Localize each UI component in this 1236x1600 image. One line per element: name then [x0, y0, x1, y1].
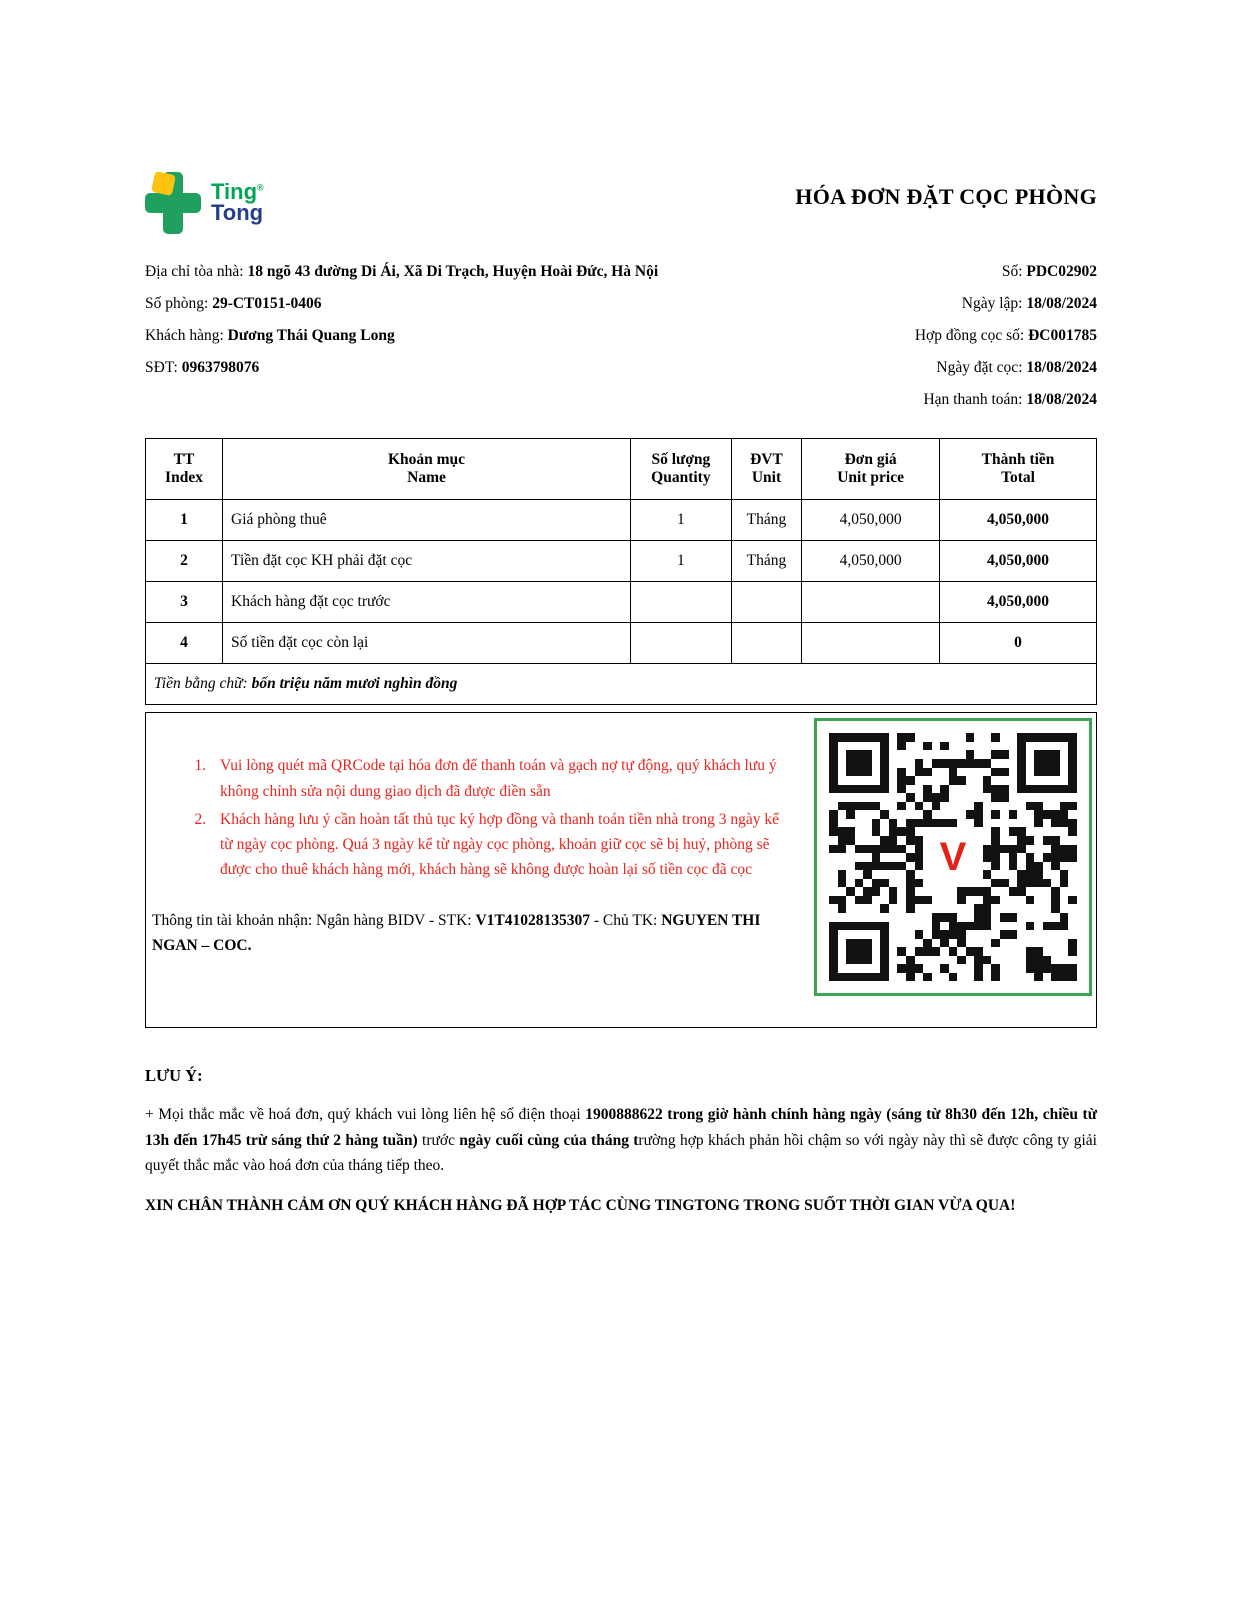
row-total: 4,050,000 — [940, 541, 1097, 582]
logo-tong-text: Tong — [211, 200, 264, 225]
row-unit — [731, 582, 801, 623]
row-qty: 1 — [631, 500, 732, 541]
room-value: 29-CT0151-0406 — [212, 295, 322, 313]
deadline-text: ngày cuối cùng của tháng t — [459, 1131, 639, 1149]
items-table — [145, 438, 1097, 705]
row-qty: 1 — [631, 541, 732, 582]
col-unit-price: Đơn giá Unit price — [802, 439, 940, 500]
qr-code — [829, 733, 1077, 981]
warning-item: 2. Khách hàng lưu ý cần hoàn tất thủ tục ký hợp đồng và thanh toán tiền nhà trong 3 ngày kể từ ngày cọc phòng. Quá 3 ngày kể từ ngày cọc phòng, khoản giữ cọc sẽ bị huỷ, phòng sẽ được cho thuê khách hàng mới, khách hàng sẽ không được hoàn lại số tiền cọc đã cọc — [210, 807, 794, 882]
row-price: 4,050,000 — [802, 541, 940, 582]
table-header-row — [146, 439, 1097, 500]
document-title: HÓA ĐƠN ĐẶT CỌC PHÒNG — [795, 184, 1097, 209]
payment-notes — [146, 713, 794, 958]
table-row — [146, 623, 1097, 664]
row-price — [802, 623, 940, 664]
row-unit: Tháng — [731, 500, 801, 541]
phone-label: SĐT: — [145, 359, 182, 377]
payment-notes-box — [145, 712, 1097, 1028]
row-index: 1 — [146, 500, 223, 541]
issue-date-label: Ngày lập: — [961, 295, 1027, 313]
amount-in-words-label: Tiền bằng chữ: — [154, 675, 252, 693]
logo-wordmark — [211, 179, 264, 225]
customer-value: Dương Thái Quang Long — [227, 327, 395, 345]
col-total: Thành tiền Total — [940, 439, 1097, 500]
row-qty — [631, 582, 732, 623]
due-date-label: Hạn thanh toán: — [923, 391, 1027, 409]
amount-in-words-row — [146, 664, 1097, 705]
tingtong-cross-icon — [145, 172, 201, 234]
row-price — [802, 582, 940, 623]
deposit-date-value: 18/08/2024 — [1026, 359, 1097, 377]
header — [145, 172, 1097, 234]
table-row — [146, 500, 1097, 541]
col-index: TT Index — [146, 439, 223, 500]
payment-qr-frame — [814, 718, 1092, 996]
invoice-meta — [665, 256, 1097, 416]
row-unit: Tháng — [731, 541, 801, 582]
issue-date-value: 18/08/2024 — [1026, 295, 1097, 313]
row-name: Khách hàng đặt cọc trước — [223, 582, 631, 623]
thanks-message: XIN CHÂN THÀNH CẢM ƠN QUÝ KHÁCH HÀNG ĐÃ HỢP TÁC CÙNG TINGTONG TRONG SUỐT THỜI GIAN VỪA QUA! — [145, 1197, 1016, 1215]
notice-seg-1: + Mọi thắc mắc về hoá đơn, quý khách vui lòng liên hệ số điện thoại — [145, 1106, 586, 1124]
registered-mark: ® — [257, 182, 264, 193]
notice-heading: LƯU Ý: — [145, 1066, 203, 1086]
row-total: 4,050,000 — [940, 582, 1097, 623]
contract-number-label: Hợp đồng cọc số: — [914, 327, 1029, 345]
bank-info-label: Thông tin tài khoản nhận: Ngân hàng BIDV - STK: — [152, 911, 476, 929]
due-date-value: 18/08/2024 — [1026, 391, 1097, 409]
notice-seg-3: trước — [417, 1131, 460, 1149]
col-unit: ĐVT Unit — [731, 439, 801, 500]
logo-ting-label: Ting — [211, 179, 258, 205]
row-index: 4 — [146, 623, 223, 664]
col-quantity: Số lượng Quantity — [631, 439, 732, 500]
bank-account-info — [152, 908, 794, 958]
invoice-number-label: Số: — [1001, 263, 1027, 280]
row-price: 4,050,000 — [802, 500, 940, 541]
col-name: Khoản mục Name — [223, 439, 631, 500]
room-label: Số phòng: — [145, 295, 213, 313]
row-name: Số tiền đặt cọc còn lại — [223, 623, 631, 664]
address-value: 18 ngõ 43 đường Di Ái, Xã Di Trạch, Huyện Hoài Đức, Hà Nội — [247, 263, 659, 280]
logo-yellow-diamond — [151, 171, 176, 196]
notice-paragraph — [145, 1102, 1097, 1177]
bank-account-number: V1T41028135307 — [475, 911, 590, 929]
contract-number-value: ĐC001785 — [1028, 327, 1097, 345]
row-index: 2 — [146, 541, 223, 582]
bank-account-holder: NGUYEN THI NGAN – COC. — [152, 911, 761, 955]
qr-center-v-icon: V — [927, 831, 979, 883]
table-row — [146, 541, 1097, 582]
phone-value: 0963798076 — [181, 359, 260, 377]
tingtong-logo — [145, 172, 264, 234]
address-label: Địa chỉ tòa nhà: — [145, 263, 248, 280]
invoice-number-value: PDC02902 — [1026, 263, 1097, 280]
bank-info-separator: - Chủ TK: — [590, 911, 662, 929]
hotline-number: 1900888622 trong giờ hành chính hàng ngày (sáng từ 8h30 đến 12h, chiều từ 13h đến 17h45 trừ sáng thứ 2 hàng tuần) — [145, 1106, 1098, 1149]
row-index: 3 — [146, 582, 223, 623]
notice-seg-5: rường hợp khách phản hồi chậm so với ngày này thì sẽ được công ty giải quyết thắc mắc vào hoá đơn của tháng tiếp theo. — [145, 1131, 1097, 1174]
row-total: 4,050,000 — [940, 500, 1097, 541]
row-unit — [731, 623, 801, 664]
row-name: Giá phòng thuê — [223, 500, 631, 541]
table-row — [146, 582, 1097, 623]
warning-list — [186, 753, 794, 882]
row-total: 0 — [940, 623, 1097, 664]
amount-in-words-value: bốn triệu năm mươi nghìn đồng — [251, 675, 458, 693]
row-qty — [631, 623, 732, 664]
row-name: Tiền đặt cọc KH phải đặt cọc — [223, 541, 631, 582]
invoice-info — [145, 256, 1097, 416]
customer-info — [145, 256, 665, 416]
deposit-date-label: Ngày đặt cọc: — [936, 359, 1027, 377]
logo-cross-horizontal — [145, 193, 201, 213]
amount-in-words — [146, 664, 1097, 705]
warning-item: 1. Vui lòng quét mã QRCode tại hóa đơn để thanh toán và gạch nợ tự động, quý khách lưu ý không chỉnh sửa nội dung giao dịch đã được điền sẵn — [210, 753, 794, 803]
customer-label: Khách hàng: — [145, 327, 228, 345]
